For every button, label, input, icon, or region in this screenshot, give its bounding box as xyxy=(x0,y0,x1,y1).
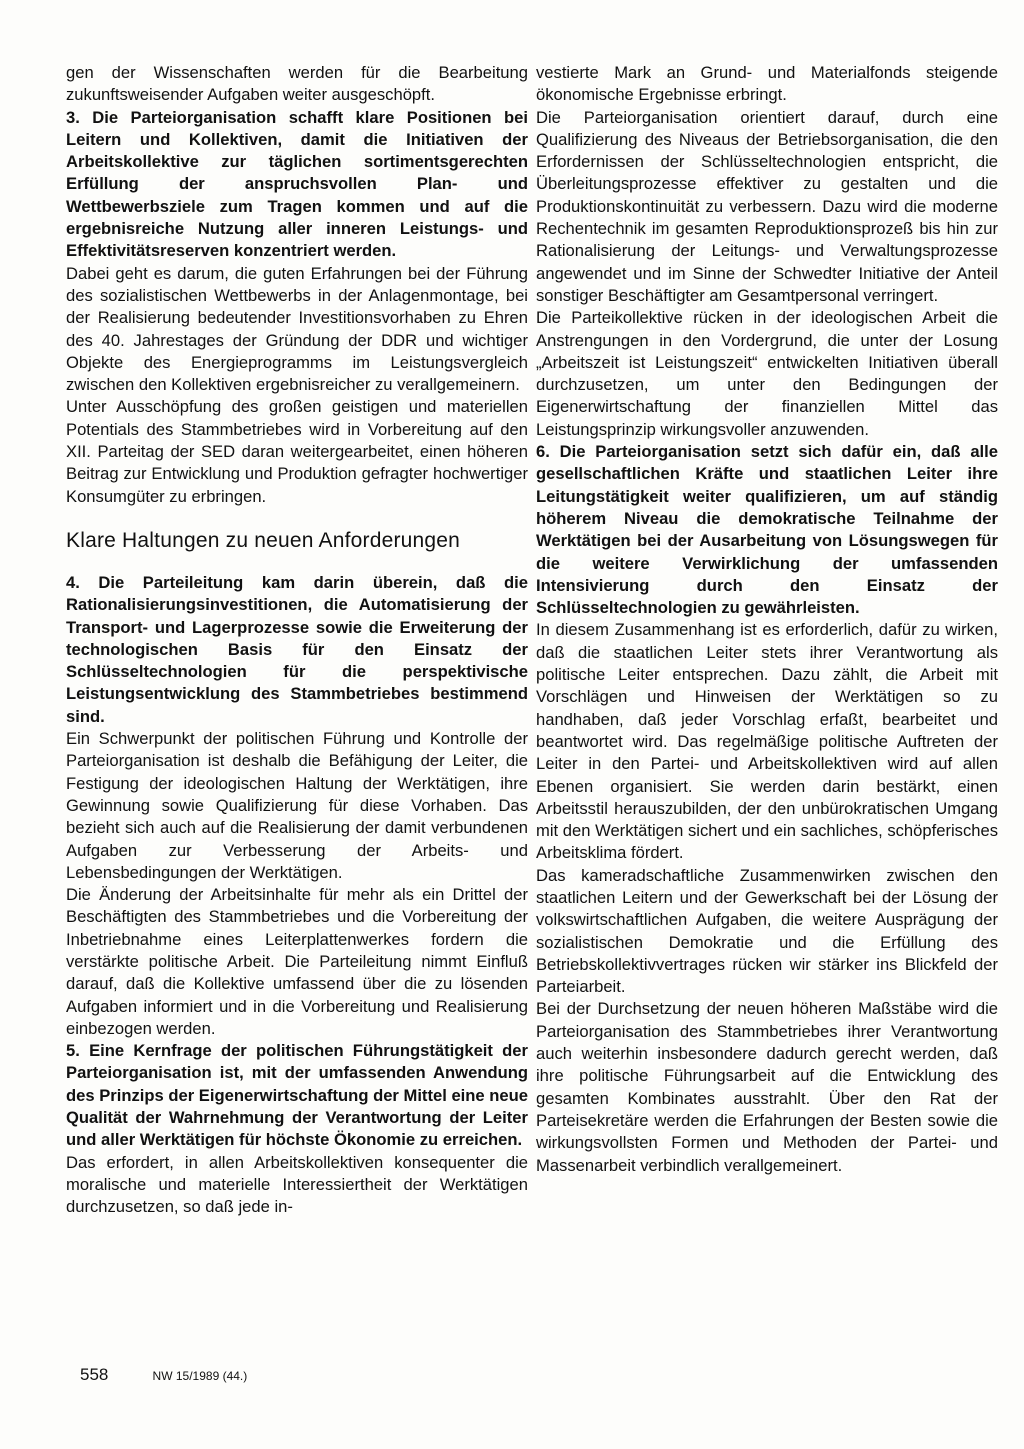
bold-paragraph: 6. Die Parteiorganisation setzt sich dafür ein, daß alle gesellschaftlichen Kräfte und staatlichen Leiter ihre Leitungstätigkeit weiter qualifizieren, um auf ständig höherem Niveau die demokratische Teilnahme der Werktätigen bei der Ausarbeitung von Lösungswegen für die weitere Verwirklichung der umfassenden Intensivierung durch den Einsatz der Schlüsseltechnologien zu gewährleisten. xyxy=(536,442,998,618)
paragraph: Die Parteiorganisation orientiert darauf, durch eine Qualifizierung des Niveaus der Betriebsorganisation, die den Erfordernissen der Schlüsseltechnologien entspricht, die Überleitungsprozesse effektiver zu gestalten und die Produktionskontinuität zu verbessern. Dazu wird die moderne Rechentechnik im gesamten Reproduktionsprozeß bis hin zur Rationalisierung der Leitungs- und Verwaltungsprozesse angewendet und im Sinne der Schwedter Initiative der Anteil sonstiger Beschäftigter am Gesamtpersonal verringert. xyxy=(536,107,998,305)
section-heading: Klare Haltungen zu neuen Anforderungen xyxy=(66,528,461,552)
bold-paragraph: 5. Eine Kernfrage der politischen Führungstätigkeit der Parteiorganisation ist, mit der umfassenden Anwendung des Prinzips der Eigenerwirtschaftung der Mittel eine neue Qualität der Wahrnehmung der Verantwortung der Leiter und aller Werktätigen für höchste Ökonomie zu erreichen. xyxy=(66,1041,528,1150)
paragraph: Die Änderung der Arbeitsinhalte für mehr als ein Drittel der Beschäftigten des Stammbetriebes und die Vorbereitung der Inbetriebnahme eines Leiterplattenwerkes fordern die verstärkte politische Arbeit. Die Parteileitung nimmt Einfluß darauf, daß die Kollektive umfassend über die zu lösenden Aufgaben informiert und in die Vorbereitung und Realisierung einbezogen werden. xyxy=(66,885,528,1038)
paragraph: vestierte Mark an Grund- und Materialfonds steigende ökonomische Ergebnisse erbringt. xyxy=(536,63,998,105)
left-paragraphs-top xyxy=(66,62,528,508)
bold-paragraph: 3. Die Parteiorganisation schafft klare Positionen bei Leitern und Kollektiven, damit die Initiativen der Arbeitskollektive zur täglichen sortimentsgerechten Erfüllung der anspruchsvollen Plan- und Wettbewerbsziele zum Tragen kommen und auf die ergebnisreiche Nutzung aller inneren Leistungs- und Effektivitätsreserven konzentriert werden. xyxy=(66,107,528,261)
right-column xyxy=(536,62,998,1177)
bold-paragraph: 4. Die Parteileitung kam darin überein, daß die Rationalisierungsinvestitionen, die Automatisierung der Transport- und Lagerprozesse sowie die Erweiterung der technologischen Basis für den Einsatz der Schlüsseltechnologien für die perspektivische Leistungsentwicklung des Stammbetriebes bestimmend sind. xyxy=(66,572,528,726)
page-number: 558 xyxy=(80,1365,109,1384)
paragraph: Die Parteikollektive rücken in der ideologischen Arbeit die Anstrengungen in den Vordergrund, die unter der Losung „Arbeitszeit ist Leistungszeit“ entwickelten Initiativen überall durchzusetzen, um unter den Bedingungen der Eigenerwirtschaftung der finanziellen Mittel das Leistungsprinzip wirkungsvoller anzuwenden. xyxy=(536,308,998,439)
left-paragraphs-bottom xyxy=(66,572,528,1219)
left-column xyxy=(66,62,528,1219)
issue-reference: NW 15/1989 (44.) xyxy=(152,1369,248,1383)
paragraph: Das kameradschaftliche Zusammenwirken zwischen den staatlichen Leitern und der Gewerkschaft bei der Lösung der volkswirtschaftlichen Aufgaben, die weitere Ausprägung der sozialistischen Demokratie und die Erfüllung des Betriebskollektivvertrages rücken wir stärker ins Blickfeld der Parteiarbeit. xyxy=(536,865,998,997)
page-footer xyxy=(80,1366,247,1385)
paragraph: Unter Ausschöpfung des großen geistigen und materiellen Potentials des Stammbetriebes wird in Vorbereitung auf den XII. Parteitag der SED daran weitergearbeitet, einen höheren Beitrag zur Entwicklung und Produktion gefragter hochwertiger Konsumgüter zu erbringen. xyxy=(66,397,528,506)
paragraph: In diesem Zusammenhang ist es erforderlich, dafür zu wirken, daß die staatlichen Leiter stets ihrer Verantwortung als politische Leiter entsprechen. Dazu zählt, die Arbeit mit Vorschlägen und Hinweisen der Werktätigen so zu handhaben, daß jeder Vorschlag erfaßt, bearbeitet und beantwortet wird. Das regelmäßige politische Auftreten der Leiter in den Partei- und Arbeitskollektiven wird auf allen Ebenen organisiert. Sie werden darin bestärkt, einen Arbeitsstil herauszubilden, der den unbürokratischen Umgang mit den Werktätigen sichert und ein sachliches, schöpferisches Arbeitsklima fördert. xyxy=(536,620,998,863)
paragraph: Ein Schwerpunkt der politischen Führung und Kontrolle der Parteiorganisation ist deshalb die Befähigung der Leiter, die Festigung der ideologischen Haltung der Werktätigen, ihre Gewinnung sowie Qualifizierung für diese Vorhaben. Das bezieht sich auch auf die Realisierung der damit verbundenen Aufgaben zur Verbesserung der Arbeits- und Lebensbedingungen der Werktätigen. xyxy=(66,729,528,882)
paragraph: gen der Wissenschaften werden für die Bearbeitung zukunftsweisender Aufgaben weiter ausgeschöpft. xyxy=(66,63,528,105)
paragraph: Das erfordert, in allen Arbeitskollektiven konsequenter die moralische und materielle Interessiertheit der Werktätigen durchzusetzen, so daß jede in- xyxy=(66,1152,528,1217)
paragraph: Bei der Durchsetzung der neuen höheren Maßstäbe wird die Parteiorganisation des Stammbetriebes ihrer Verantwortung auch weiterhin insbesondere dadurch gerecht werden, daß ihre politische Führungsarbeit auf die Entwicklung des gesamten Kombinates ausstrahlt. Über den Rat der Parteisekretäre werden die Erfahrungen der Besten sowie die wirkungsvollsten Formen und Methoden der Partei- und Massenarbeit verbindlich verallgemeinert. xyxy=(536,999,998,1175)
paragraph: Dabei geht es darum, die guten Erfahrungen bei der Führung des sozialistischen Wettbewerbs in der Anlagenmontage, bei der Realisierung bedeutender Investitionsvorhaben zu Ehren des 40. Jahrestages der Gründung der DDR und wichtiger Objekte des Energieprogramms im Leistungsvergleich zwischen den Kollektiven ergebnisreicher zu verallgemeinern. xyxy=(66,263,528,395)
